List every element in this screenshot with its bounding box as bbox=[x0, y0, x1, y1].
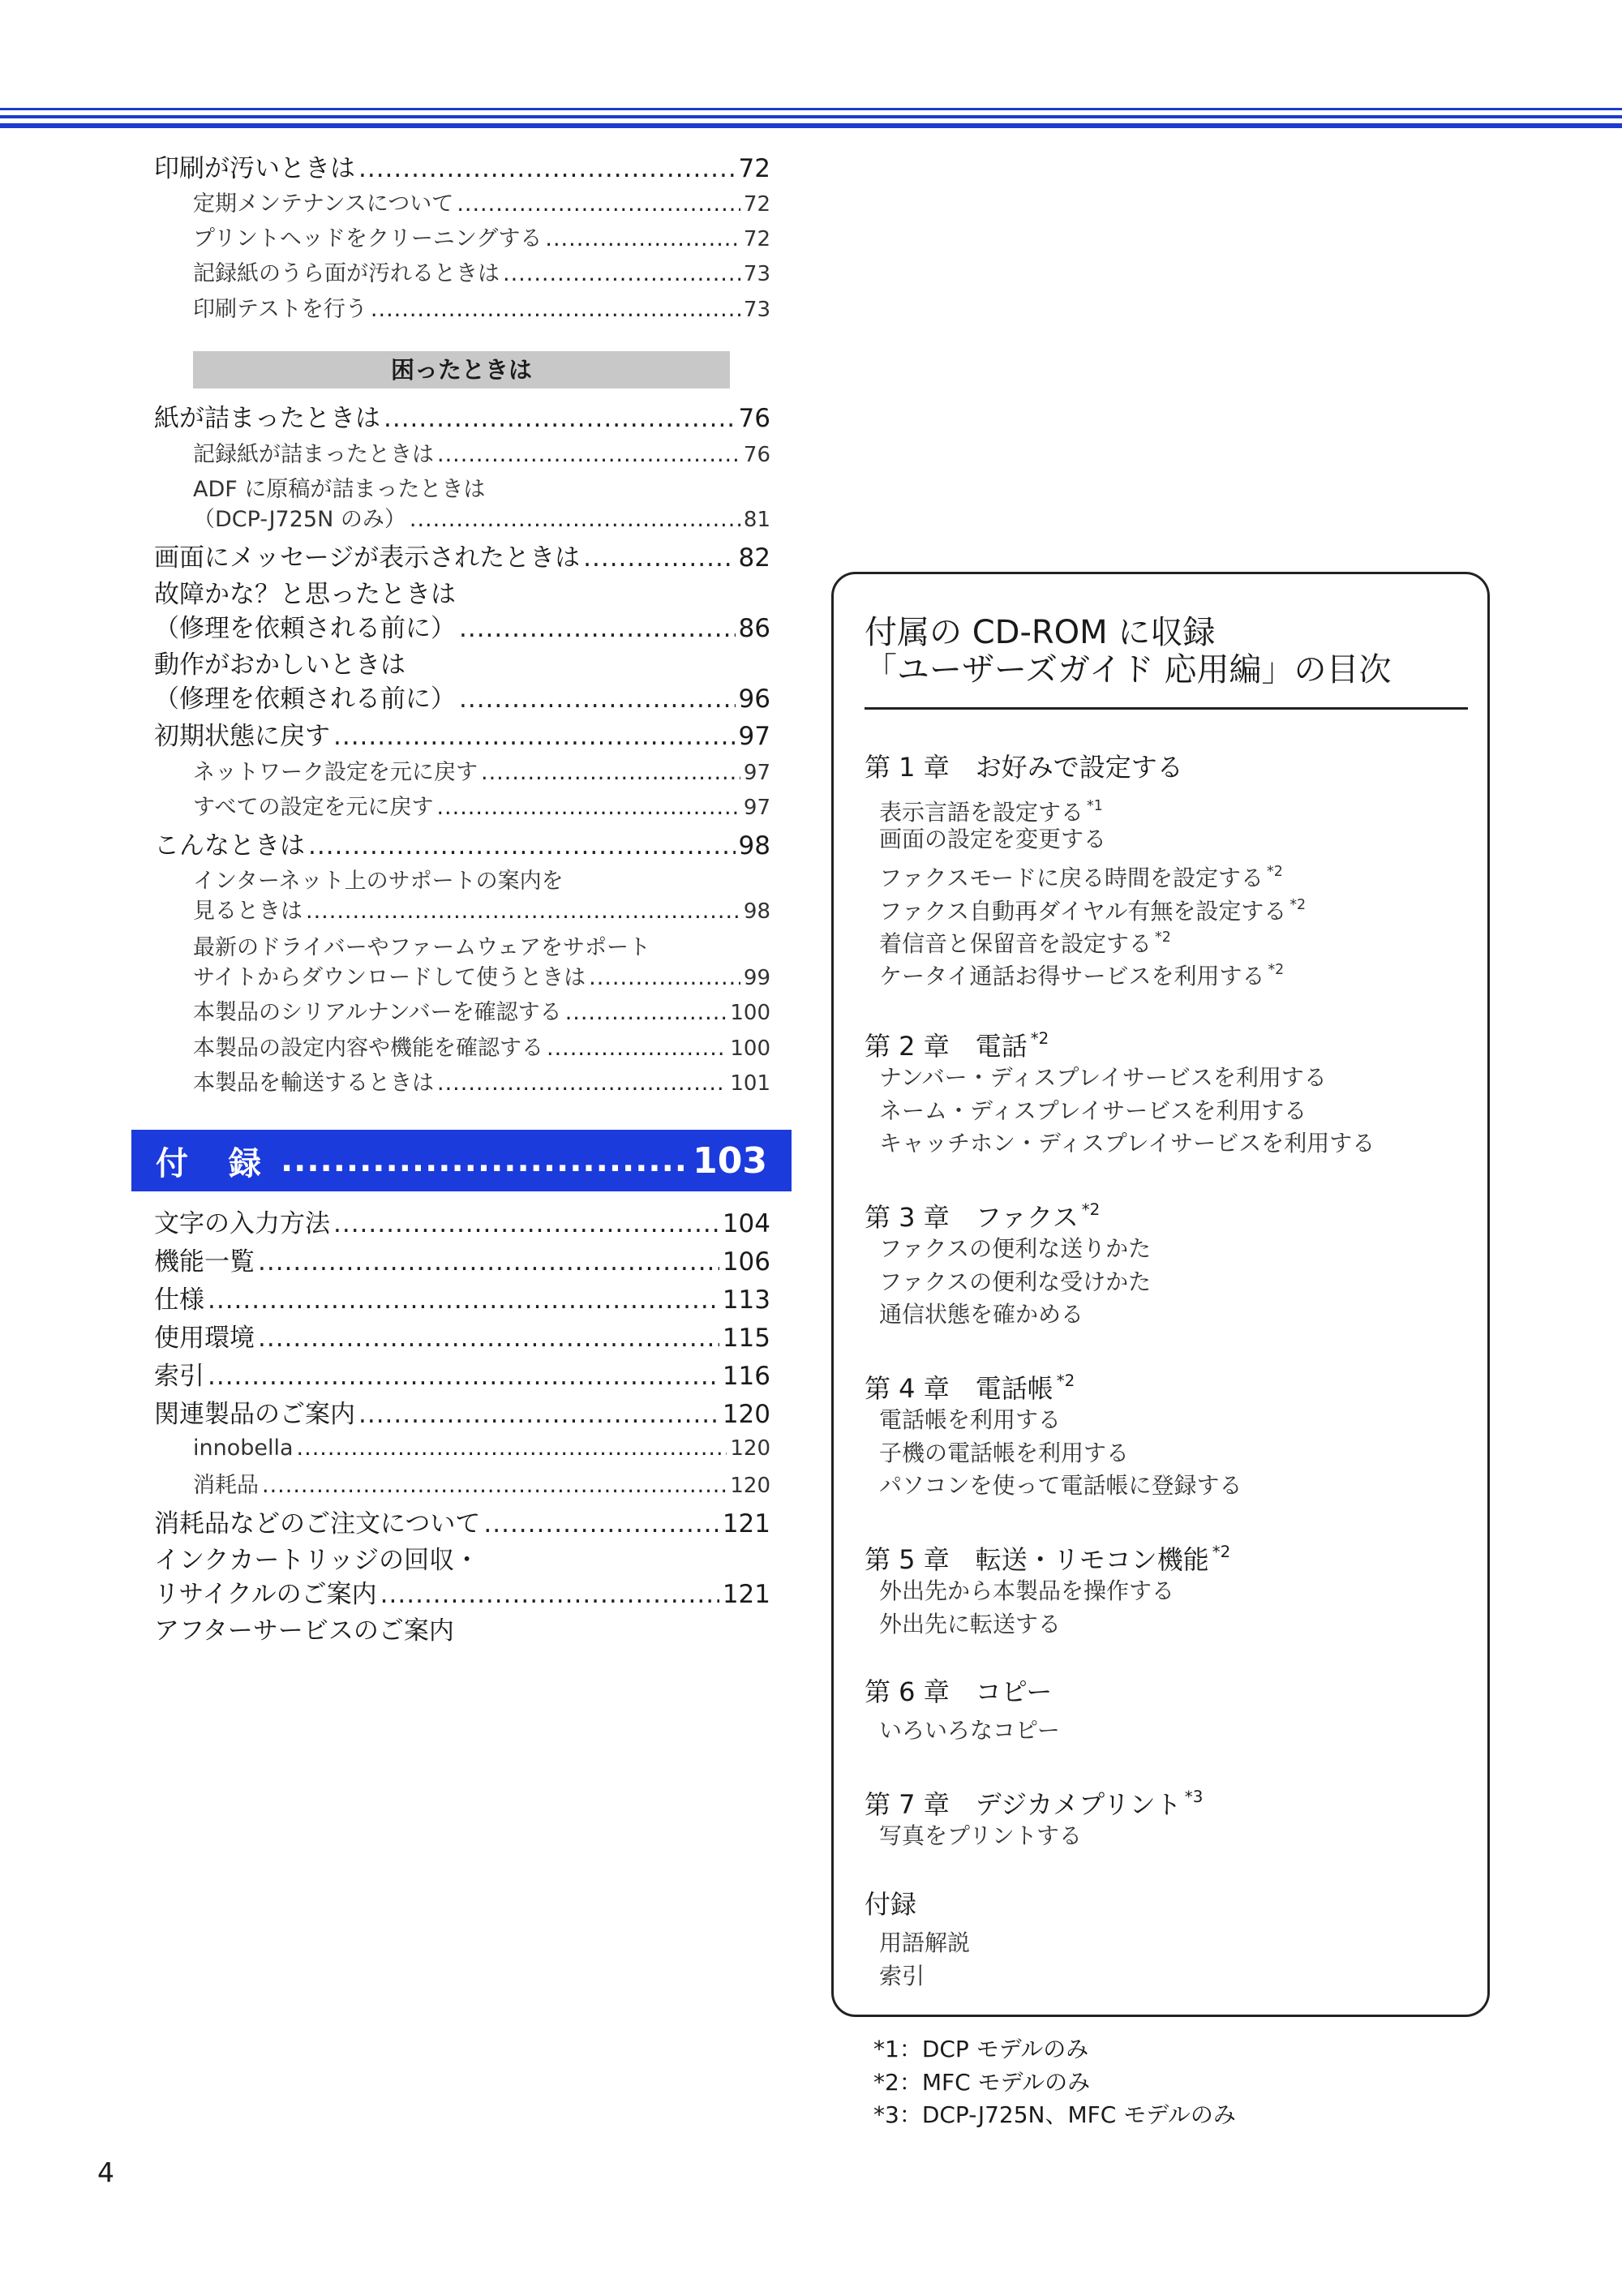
chapter-item bbox=[879, 1298, 1083, 1331]
toc-entry-title: 記録紙が詰まったときは bbox=[193, 442, 434, 467]
toc-subentry-line[interactable]: ADF に原稿が詰まったときは bbox=[193, 477, 486, 502]
chapter-heading bbox=[865, 1363, 1075, 1406]
toc-entry-title: 紙が詰まったときは bbox=[154, 404, 380, 433]
toc-entry-line[interactable]: 動作がおかしいときは bbox=[154, 650, 406, 680]
chapter-item bbox=[879, 1470, 1242, 1502]
cdrom-title-rule bbox=[865, 707, 1468, 710]
appendix-page: 103 bbox=[693, 1139, 767, 1182]
chapter-text: 表示言語を設定する bbox=[879, 799, 1084, 826]
leader-dots bbox=[208, 1282, 719, 1318]
leader-dots bbox=[262, 1470, 727, 1502]
chapter-text: 第 1 章 お好みで設定する bbox=[865, 752, 1183, 783]
toc-subentry-line[interactable]: インターネット上のサポートの案内を bbox=[193, 869, 564, 894]
leader-dots bbox=[358, 151, 736, 187]
leader-dots bbox=[371, 294, 740, 326]
page-number: 4 bbox=[97, 2157, 114, 2188]
leader-dots bbox=[410, 504, 740, 536]
toc-subentry[interactable] bbox=[193, 294, 770, 326]
chapter-text: 索引 bbox=[879, 1963, 925, 1989]
chapter-text: ファクスの便利な送りかた bbox=[879, 1235, 1152, 1262]
leader-dots bbox=[503, 258, 740, 290]
toc-page-number: 76 bbox=[738, 404, 770, 433]
chapter-text: 外出先から本製品を操作する bbox=[879, 1577, 1175, 1604]
toc-page-number: 99 bbox=[743, 966, 770, 990]
toc-page-number: 120 bbox=[730, 1436, 770, 1461]
leader-dots bbox=[589, 962, 740, 994]
chapter-text: パソコンを使って電話帳に登録する bbox=[879, 1472, 1242, 1499]
leader-dots bbox=[437, 439, 740, 471]
toc-entry-title: 仕様 bbox=[154, 1285, 204, 1315]
chapter-heading bbox=[865, 1192, 1100, 1235]
toc-page-number: 121 bbox=[722, 1509, 770, 1539]
toc-subentry[interactable] bbox=[193, 223, 770, 255]
toc-page-number: 81 bbox=[743, 508, 770, 532]
chapter-text: 第 6 章 コピー bbox=[865, 1676, 1053, 1707]
chapter-text: 用語解説 bbox=[879, 1929, 971, 1956]
toc-entry-title: 記録紙のうら面が汚れるときは bbox=[193, 261, 500, 286]
leader-dots bbox=[380, 1577, 719, 1612]
toc-page-number: 121 bbox=[722, 1580, 770, 1609]
toc-page-number: 72 bbox=[743, 227, 770, 251]
toc-entry[interactable] bbox=[154, 611, 770, 646]
toc-entry[interactable] bbox=[154, 681, 770, 717]
footnote: *1：DCP モデルのみ bbox=[873, 2036, 1089, 2062]
section-heading-trouble: 困ったときは bbox=[193, 351, 730, 388]
toc-entry-title: ネットワーク設定を元に戻す bbox=[193, 760, 478, 785]
chapter-item bbox=[879, 1437, 1129, 1470]
leader-dots bbox=[457, 188, 740, 221]
toc-entry[interactable] bbox=[154, 1506, 770, 1542]
toc-entry[interactable] bbox=[154, 1577, 770, 1612]
leader-dots bbox=[545, 223, 740, 255]
toc-entry-title: リサイクルのご案内 bbox=[154, 1580, 377, 1609]
toc-entry[interactable] bbox=[154, 719, 770, 754]
toc-entry-title: 定期メンテナンスについて bbox=[193, 191, 454, 217]
leader-dots bbox=[306, 895, 740, 928]
chapter-heading bbox=[865, 1534, 1230, 1577]
toc-entry-title: 印刷テストを行う bbox=[193, 297, 367, 322]
toc-subentry[interactable] bbox=[193, 439, 770, 471]
toc-page-number: 76 bbox=[743, 443, 770, 467]
footnote-mark: *2 bbox=[1267, 864, 1283, 880]
footnote-mark: *2 bbox=[1056, 1371, 1075, 1390]
footnote: *2：MFC モデルのみ bbox=[873, 2069, 1091, 2096]
chapter-item bbox=[879, 1233, 1151, 1265]
leader-dots bbox=[358, 1397, 719, 1432]
toc-entry[interactable] bbox=[154, 1358, 770, 1394]
toc-entry-title: 本製品を輸送するときは bbox=[193, 1071, 434, 1096]
leader-dots bbox=[437, 1067, 727, 1100]
toc-entry[interactable] bbox=[154, 540, 770, 576]
chapter-text: 外出先に転送する bbox=[879, 1611, 1062, 1637]
toc-page-number: 115 bbox=[722, 1324, 770, 1353]
toc-page-number: 101 bbox=[730, 1071, 770, 1096]
toc-page-number: 73 bbox=[743, 262, 770, 286]
chapter-text: いろいろなコピー bbox=[879, 1717, 1060, 1744]
toc-entry-title: 本製品の設定内容や機能を確認する bbox=[193, 1036, 543, 1061]
footnote-mark: *1 bbox=[1087, 798, 1103, 814]
appendix-heading-bar[interactable] bbox=[131, 1130, 792, 1191]
toc-page-number: 104 bbox=[722, 1209, 770, 1238]
chapter-heading bbox=[865, 749, 1183, 785]
toc-subentry[interactable] bbox=[193, 1067, 770, 1100]
toc-entry-line[interactable]: インクカートリッジの回収・ bbox=[154, 1546, 480, 1575]
toc-entry-title: 消耗品 bbox=[193, 1473, 259, 1498]
footnote-mark: *3 bbox=[1184, 1787, 1204, 1806]
toc-page-number: 113 bbox=[722, 1285, 770, 1315]
toc-page-number: 120 bbox=[722, 1400, 770, 1429]
leader-dots bbox=[208, 1358, 719, 1394]
toc-subentry-line[interactable]: 最新のドライバーやファームウェアをサポート bbox=[193, 935, 651, 960]
toc-subentry[interactable] bbox=[193, 1432, 770, 1465]
toc-entry-title: 画面にメッセージが表示されたときは bbox=[154, 543, 581, 573]
toc-page-number: 73 bbox=[743, 298, 770, 322]
toc-entry-title: 印刷が汚いときは bbox=[154, 154, 355, 183]
toc-page-number: 82 bbox=[738, 543, 770, 573]
chapter-text: 着信音と保留音を設定する bbox=[879, 930, 1152, 958]
leader-dots bbox=[547, 1032, 727, 1065]
toc-entry-line[interactable]: 故障かな？と思ったときは bbox=[154, 580, 456, 609]
leader-dots bbox=[258, 1320, 719, 1356]
toc-page-number: 98 bbox=[738, 831, 770, 860]
chapter-item bbox=[879, 1927, 970, 1959]
chapter-text: 第 7 章 デジカメプリント bbox=[865, 1788, 1182, 1820]
toc-entry[interactable] bbox=[154, 1397, 770, 1432]
footnote-mark: *2 bbox=[1289, 897, 1307, 913]
toc-entry[interactable] bbox=[154, 1244, 770, 1280]
toc-page-number: 96 bbox=[738, 685, 770, 714]
chapter-item bbox=[879, 1960, 925, 1993]
toc-page-number: 100 bbox=[730, 1001, 770, 1025]
toc-entry-title: （修理を依頼される前に） bbox=[154, 614, 456, 643]
chapter-item bbox=[879, 1575, 1174, 1607]
toc-subentry[interactable] bbox=[193, 997, 770, 1029]
toc-entry-title: プリントヘッドをクリーニングする bbox=[193, 226, 543, 251]
leader-dots bbox=[333, 1206, 719, 1242]
chapter-text: 第 2 章 電話 bbox=[865, 1030, 1028, 1062]
chapter-text: 子機の電話帳を利用する bbox=[879, 1440, 1130, 1466]
toc-page-number: 97 bbox=[743, 761, 770, 785]
toc-page-number: 116 bbox=[722, 1362, 770, 1391]
toc-page-number: 72 bbox=[743, 192, 770, 217]
chapter-item bbox=[879, 823, 1106, 856]
chapter-text: 付録 bbox=[865, 1889, 917, 1920]
toc-subentry[interactable] bbox=[193, 1470, 770, 1502]
toc-entry-title: （DCP-J725N のみ） bbox=[193, 507, 406, 532]
chapter-text: ネーム・ディスプレイサービスを利用する bbox=[879, 1097, 1307, 1124]
toc-subentry[interactable] bbox=[193, 792, 770, 824]
leader-dots bbox=[258, 1244, 719, 1280]
chapter-item bbox=[879, 1404, 1061, 1436]
toc-page-number: 100 bbox=[730, 1036, 770, 1061]
chapter-text: ファクス自動再ダイヤル有無を設定する bbox=[879, 898, 1287, 925]
toc-entry-title: 関連製品のご案内 bbox=[154, 1400, 355, 1429]
leader-dots bbox=[333, 719, 736, 754]
leader-dots bbox=[459, 611, 736, 646]
toc-entry-title: 使用環境 bbox=[154, 1324, 255, 1353]
toc-subentry[interactable] bbox=[193, 962, 770, 994]
toc-subentry[interactable] bbox=[193, 757, 770, 789]
chapter-item bbox=[879, 1266, 1151, 1298]
chapter-text: ファクスモードに戻る時間を設定する bbox=[879, 865, 1264, 892]
chapter-text: キャッチホン・ディスプレイサービスを利用する bbox=[879, 1130, 1375, 1157]
chapter-heading bbox=[865, 1674, 1052, 1710]
chapter-heading bbox=[865, 1886, 916, 1922]
footnote-mark: *2 bbox=[1030, 1029, 1049, 1048]
toc-entry[interactable] bbox=[154, 1320, 770, 1356]
chapter-item bbox=[879, 954, 1284, 993]
toc-page-number: 86 bbox=[738, 614, 770, 643]
appendix-title: 付 録 bbox=[156, 1144, 276, 1182]
footnote-mark: *2 bbox=[1155, 929, 1171, 946]
toc-subentry[interactable] bbox=[193, 188, 770, 221]
chapter-text: ナンバー・ディスプレイサービスを利用する bbox=[879, 1064, 1327, 1091]
leader-dots bbox=[297, 1432, 727, 1465]
footnote-mark: *2 bbox=[1268, 962, 1285, 978]
toc-entry-title: 見るときは bbox=[193, 899, 303, 924]
chapter-text: ケータイ通話お得サービスを利用する bbox=[879, 963, 1265, 990]
toc-entry-title: 索引 bbox=[154, 1362, 204, 1391]
chapter-item bbox=[879, 1608, 1061, 1641]
chapter-item bbox=[879, 1714, 1060, 1747]
leader-dots bbox=[583, 540, 735, 576]
toc-page-number: 98 bbox=[743, 899, 770, 924]
toc-entry-title: innobella bbox=[193, 1436, 294, 1461]
leader-dots bbox=[459, 681, 736, 717]
toc-subentry[interactable] bbox=[193, 504, 770, 536]
toc-entry-title: （修理を依頼される前に） bbox=[154, 685, 456, 714]
toc-entry-title: 機能一覧 bbox=[154, 1247, 255, 1277]
chapter-text: 電話帳を利用する bbox=[879, 1406, 1062, 1433]
toc-entry-title: 初期状態に戻す bbox=[154, 722, 330, 751]
footnote: *3：DCP-J725N、MFC モデルのみ bbox=[873, 2101, 1236, 2128]
chapter-heading bbox=[865, 1021, 1049, 1064]
toc-entry-line[interactable]: アフターサービスのご案内 bbox=[154, 1616, 454, 1646]
chapter-text: 画面の設定を変更する bbox=[879, 826, 1107, 852]
toc-entry[interactable] bbox=[154, 401, 770, 436]
toc-entry-title: すべての設定を元に戻す bbox=[193, 795, 434, 820]
toc-page-number: 120 bbox=[730, 1474, 770, 1498]
toc-page-number: 97 bbox=[738, 722, 770, 751]
chapter-text: 第 4 章 電話帳 bbox=[865, 1372, 1053, 1404]
toc-page-number: 97 bbox=[743, 796, 770, 820]
toc-page-number: 72 bbox=[738, 154, 770, 183]
toc-entry[interactable] bbox=[154, 828, 770, 864]
chapter-heading bbox=[865, 1779, 1203, 1822]
chapter-text: 第 5 章 転送・リモコン機能 bbox=[865, 1543, 1209, 1575]
cdrom-title-line1: 付属の CD-ROM に収録 bbox=[865, 614, 1216, 651]
chapter-text: 第 3 章 ファクス bbox=[865, 1201, 1079, 1233]
leader-dots bbox=[281, 1142, 688, 1179]
toc-subentry[interactable] bbox=[193, 895, 770, 928]
chapter-item bbox=[879, 1095, 1307, 1127]
toc-entry-title: 文字の入力方法 bbox=[154, 1209, 330, 1238]
toc-entry[interactable] bbox=[154, 1206, 770, 1242]
leader-dots bbox=[384, 401, 736, 436]
toc-entry[interactable] bbox=[154, 151, 770, 187]
toc-entry-title: こんなときは bbox=[154, 831, 305, 860]
chapter-item bbox=[879, 1127, 1375, 1160]
footnote-mark: *2 bbox=[1212, 1543, 1231, 1561]
toc-entry-title: サイトからダウンロードして使うときは bbox=[193, 965, 586, 990]
leader-dots bbox=[436, 792, 740, 824]
toc-subentry[interactable] bbox=[193, 258, 770, 290]
chapter-item bbox=[879, 1062, 1327, 1094]
cdrom-title-line2: 「ユーザーズガイド 応用編」の目次 bbox=[865, 651, 1392, 689]
chapter-item bbox=[879, 1820, 1082, 1852]
toc-entry[interactable] bbox=[154, 1282, 770, 1318]
toc-entry-title: 消耗品などのご注文について bbox=[154, 1509, 481, 1539]
toc-entry-title: 本製品のシリアルナンバーを確認する bbox=[193, 1000, 562, 1025]
toc-page-number: 106 bbox=[722, 1247, 770, 1277]
chapter-text: 通信状態を確かめる bbox=[879, 1301, 1084, 1328]
chapter-text: 写真をプリントする bbox=[879, 1822, 1083, 1849]
leader-dots bbox=[481, 757, 740, 789]
footnote-mark: *2 bbox=[1081, 1200, 1101, 1219]
chapter-text: ファクスの便利な受けかた bbox=[879, 1268, 1152, 1295]
toc-subentry[interactable] bbox=[193, 1032, 770, 1065]
leader-dots bbox=[483, 1506, 719, 1542]
leader-dots bbox=[565, 997, 727, 1029]
leader-dots bbox=[308, 828, 736, 864]
